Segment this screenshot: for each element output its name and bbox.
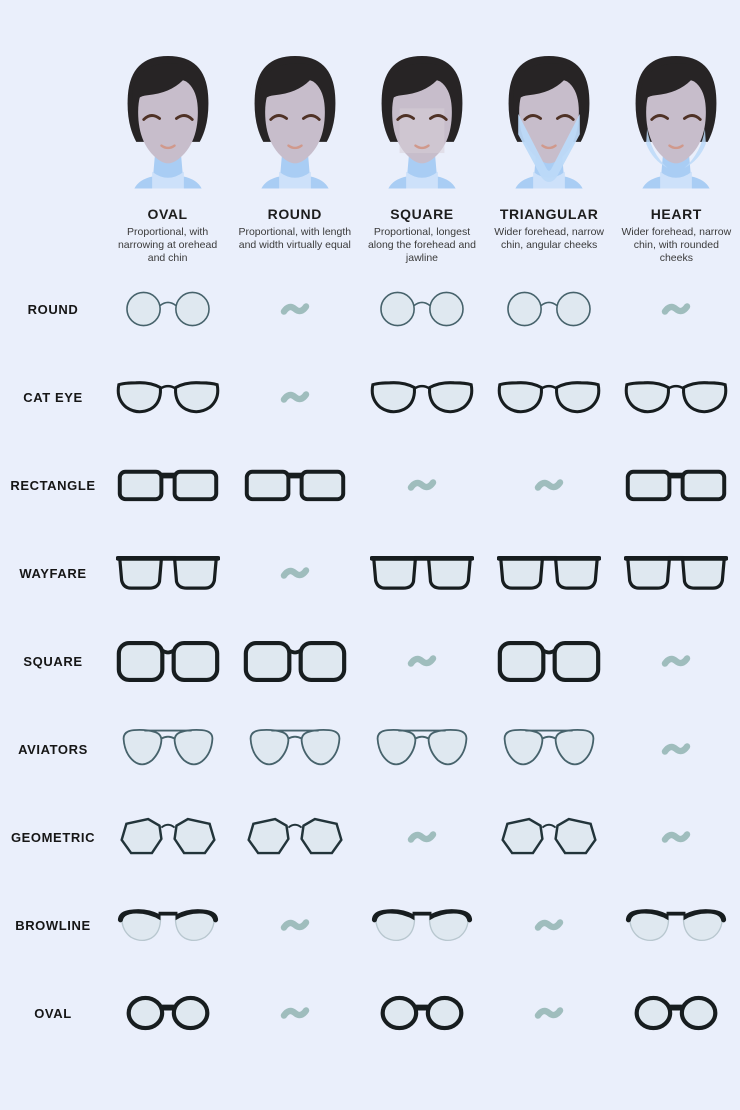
matrix-cell <box>486 705 613 793</box>
matrix-cell <box>358 881 485 969</box>
matrix-cell <box>231 969 358 1057</box>
wayfare-glasses-icon <box>116 549 220 597</box>
face-shape-description: Proportional, longest along the forehead and jawline <box>367 226 476 264</box>
tilde-icon <box>278 299 312 319</box>
matrix-cell <box>231 617 358 705</box>
matrix-cell <box>486 353 613 441</box>
matrix-cell <box>104 265 231 353</box>
cat-eye-glasses-icon <box>624 373 728 421</box>
aviators-glasses-icon <box>370 725 474 773</box>
triangular-face-illustration <box>486 50 613 200</box>
matrix-cell <box>613 793 740 881</box>
oval-glasses-icon <box>122 989 214 1037</box>
tilde-icon <box>278 387 312 407</box>
geometric-glasses-icon <box>497 813 601 861</box>
cat-eye-glasses-icon <box>116 373 220 421</box>
tilde-icon <box>405 827 439 847</box>
square-glasses-icon <box>243 637 347 685</box>
matrix-cell <box>358 353 485 441</box>
matrix-cell <box>486 793 613 881</box>
face-shape-label: HEART <box>650 206 702 222</box>
tilde-icon <box>278 1003 312 1023</box>
browline-glasses-icon <box>370 901 474 949</box>
matrix-cell <box>231 881 358 969</box>
glasses-style-label: GEOMETRIC <box>10 829 96 845</box>
geometric-glasses-icon <box>243 813 347 861</box>
matrix-row-square <box>0 617 740 705</box>
square-face-illustration <box>358 50 485 200</box>
square-glasses-icon <box>497 637 601 685</box>
glasses-style-label: WAYFARE <box>19 565 87 581</box>
glasses-style-label: OVAL <box>34 1005 72 1021</box>
glasses-style-label: RECTANGLE <box>10 477 96 493</box>
matrix-cell <box>486 881 613 969</box>
matrix-cell <box>486 265 613 353</box>
tilde-icon <box>405 651 439 671</box>
rectangle-glasses-icon <box>116 461 220 509</box>
matrix-row-aviators <box>0 705 740 793</box>
oval-glasses-icon <box>376 989 468 1037</box>
tilde-icon <box>405 475 439 495</box>
aviators-glasses-icon <box>243 725 347 773</box>
matrix-cell <box>613 617 740 705</box>
face-shape-description: Proportional, with narrowing at orehead and chin <box>117 226 218 264</box>
aviators-glasses-icon <box>497 725 601 773</box>
matrix-cell <box>104 529 231 617</box>
matrix-cell <box>231 793 358 881</box>
matrix-row-oval <box>0 969 740 1057</box>
oval-face-illustration <box>104 50 231 200</box>
rectangle-glasses-icon <box>624 461 728 509</box>
matrix-cell <box>486 441 613 529</box>
matrix-cell <box>104 881 231 969</box>
heart-face-illustration <box>613 50 740 200</box>
face-card-triangular <box>486 50 613 252</box>
tilde-icon <box>278 563 312 583</box>
matrix-cell <box>486 617 613 705</box>
round-face-illustration <box>231 50 358 200</box>
face-shape-description: Proportional, with length and width virtually equal <box>238 226 352 251</box>
matrix-cell <box>358 265 485 353</box>
matrix-cell <box>358 793 485 881</box>
tilde-icon <box>659 299 693 319</box>
glasses-style-label: CAT EYE <box>23 389 83 405</box>
round-glasses-icon <box>120 285 216 333</box>
matrix-cell <box>104 705 231 793</box>
tilde-icon <box>659 651 693 671</box>
matrix-cell <box>613 265 740 353</box>
glasses-style-label: BROWLINE <box>15 917 91 933</box>
tilde-icon <box>659 827 693 847</box>
matrix-cell <box>613 705 740 793</box>
matrix-cell <box>486 529 613 617</box>
matrix-cell <box>358 617 485 705</box>
face-card-oval <box>104 50 231 265</box>
matrix-cell <box>231 441 358 529</box>
matrix-row-geometric <box>0 793 740 881</box>
matrix-row-round <box>0 265 740 353</box>
matrix-cell <box>104 353 231 441</box>
matrix-cell <box>613 529 740 617</box>
round-glasses-icon <box>374 285 470 333</box>
face-card-square <box>358 50 485 265</box>
matrix-cell <box>613 969 740 1057</box>
cat-eye-glasses-icon <box>370 373 474 421</box>
matrix-cell <box>231 265 358 353</box>
tilde-icon <box>532 475 566 495</box>
matrix-cell <box>486 969 613 1057</box>
browline-glasses-icon <box>624 901 728 949</box>
tilde-icon <box>659 739 693 759</box>
face-shape-label: TRIANGULAR <box>499 206 599 222</box>
matrix-cell <box>613 881 740 969</box>
cat-eye-glasses-icon <box>497 373 601 421</box>
matrix-cell <box>104 793 231 881</box>
geometric-glasses-icon <box>116 813 220 861</box>
wayfare-glasses-icon <box>370 549 474 597</box>
square-glasses-icon <box>116 637 220 685</box>
glasses-style-label: AVIATORS <box>18 741 88 757</box>
matrix-cell <box>613 441 740 529</box>
face-shape-description: Wider forehead, narrow chin, with rounded cheeks <box>621 226 732 264</box>
tilde-icon <box>278 915 312 935</box>
glasses-style-label: ROUND <box>27 301 79 317</box>
matrix-cell <box>231 529 358 617</box>
matrix-cell <box>358 969 485 1057</box>
matrix-cell <box>613 353 740 441</box>
glasses-style-label: SQUARE <box>23 653 83 669</box>
oval-glasses-icon <box>630 989 722 1037</box>
matrix-cell <box>231 353 358 441</box>
matrix-cell <box>358 441 485 529</box>
wayfare-glasses-icon <box>624 549 728 597</box>
face-shape-label: OVAL <box>147 206 188 222</box>
matrix-cell <box>104 617 231 705</box>
face-shape-label: SQUARE <box>390 206 454 222</box>
wayfare-glasses-icon <box>497 549 601 597</box>
aviators-glasses-icon <box>116 725 220 773</box>
face-shape-label: ROUND <box>267 206 322 222</box>
face-shape-description: Wider forehead, narrow chin, angular cheeks <box>494 226 605 251</box>
matrix-cell <box>358 529 485 617</box>
face-card-round <box>231 50 358 252</box>
face-card-heart <box>613 50 740 265</box>
round-glasses-icon <box>501 285 597 333</box>
tilde-icon <box>532 1003 566 1023</box>
matrix-row-rectangle <box>0 441 740 529</box>
face-shapes-header <box>0 0 740 265</box>
matrix-cell <box>104 441 231 529</box>
matrix-cell <box>104 969 231 1057</box>
rectangle-glasses-icon <box>243 461 347 509</box>
matrix-row-cat-eye <box>0 353 740 441</box>
matrix-row-wayfare <box>0 529 740 617</box>
matrix-row-browline <box>0 881 740 969</box>
browline-glasses-icon <box>116 901 220 949</box>
matrix-cell <box>358 705 485 793</box>
tilde-icon <box>532 915 566 935</box>
matrix-cell <box>231 705 358 793</box>
